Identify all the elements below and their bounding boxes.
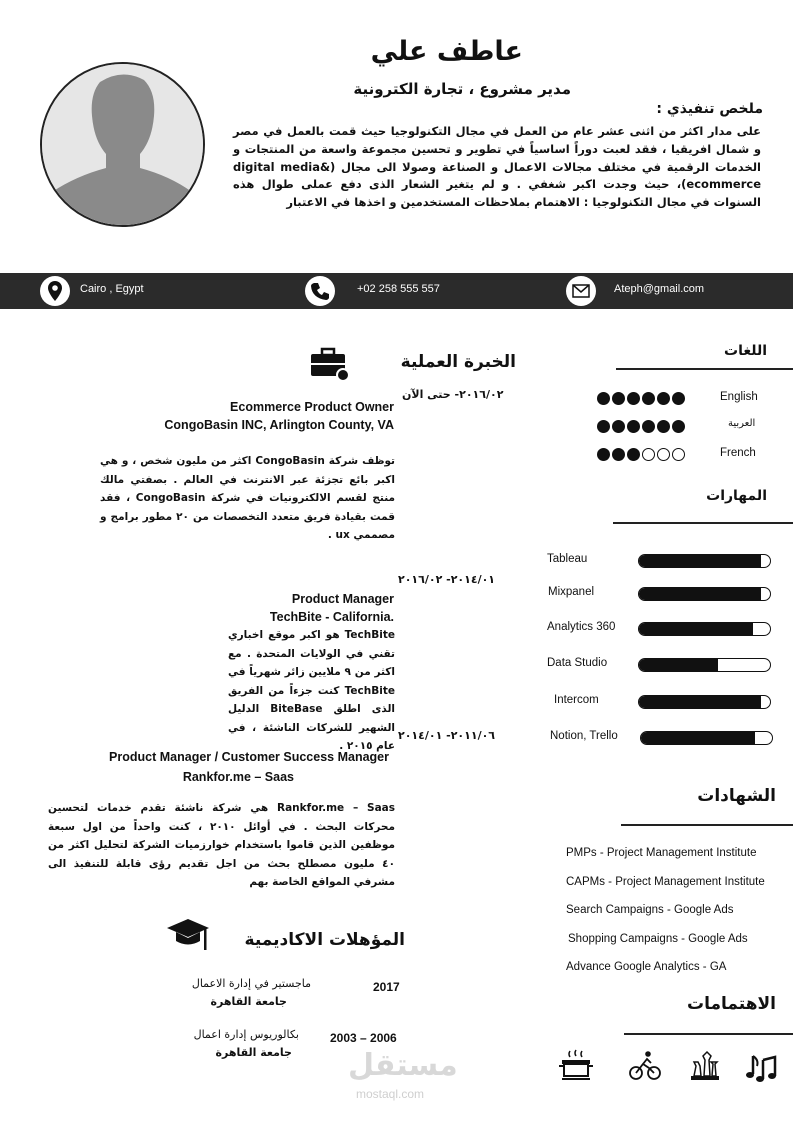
skill-bar (638, 622, 771, 636)
job-description: توظف شركة CongoBasin اكثر من مليون شخص ، و هي اكبر بائع تجزئة عبر الانترنت في العالم . بصفتي مالك منتج لقسم الالكترونيات في شركة CongoBasin ، فقد قمت بقيادة فريق متعدد التخصصات من ٢٠ مطور برامج و مصممي ux . (100, 455, 395, 541)
email-text: Ateph@gmail.com (614, 283, 705, 295)
skill-name: Intercom (554, 694, 599, 706)
cycling-icon (628, 1050, 662, 1086)
rating-dot (657, 420, 670, 433)
phone-text: +02 258 555 557 (357, 283, 440, 295)
avatar (40, 62, 205, 227)
rating-dot (642, 420, 655, 433)
education-year: 2003 – 2006 (330, 1031, 397, 1045)
experience-heading: الخبرة العملية (400, 352, 516, 372)
skill-name: Tableau (547, 553, 588, 565)
cooking-icon (558, 1048, 594, 1086)
skill-bar-fill (639, 623, 753, 635)
job-date: ٢٠١٤/٠١- ٢٠١٦/٠٢ (398, 573, 496, 586)
job-company: TechBite - California. (269, 610, 394, 624)
certificate-item: Advance Google Analytics - GA (566, 961, 727, 973)
divider (624, 1033, 793, 1035)
languages-heading: اللغات (724, 343, 767, 359)
skills-heading: المهارات (706, 488, 767, 504)
rating-dot (597, 420, 610, 433)
language-rating (597, 446, 687, 465)
skill-bar-fill (639, 555, 761, 567)
rating-dot (597, 448, 610, 461)
skill-bar-fill (641, 732, 755, 744)
education-degree: بكالوريوس إدارة اعمال (193, 1028, 299, 1041)
certificate-item: Search Campaigns - Google Ads (566, 904, 734, 916)
skill-bar-fill (639, 659, 718, 671)
rating-dot (672, 392, 685, 405)
watermark-logo: مستقل (348, 1048, 458, 1083)
skill-name: Mixpanel (548, 586, 595, 598)
watermark-url: mostaql.com (356, 1087, 425, 1101)
contact-bar (0, 273, 793, 309)
interests-heading: الاهتمامات (687, 994, 776, 1014)
skill-bar (638, 658, 771, 672)
education-degree: ماجستير في إدارة الاعمال (191, 977, 311, 990)
location-icon (40, 276, 70, 306)
job-role: Product Manager (291, 592, 394, 606)
job-date: ٢٠١٦/٠٢- حتى الآن (402, 388, 504, 401)
certificates-heading: الشهادات (697, 786, 776, 806)
phone-icon (305, 276, 335, 306)
certificate-item: CAPMs - Project Management Institute (566, 876, 765, 888)
job-description: TechBite هو اكبر موقع اخباري تقني في الولايات المتحدة . مع اكثر من ٩ ملايين زائر شهرياً في TechBite كنت جزءاً من الفريق الذى اطلق BiteBase الدليل الشهير للشركات الناشئة ، في عام ٢٠١٥ . (228, 629, 395, 752)
summary-heading: ملخص تنفيذي : (656, 101, 763, 117)
rating-dot (612, 392, 625, 405)
skill-name: Notion, Trello (550, 730, 618, 742)
job-role: Product Manager / Customer Success Manager (109, 750, 389, 764)
job-description: Rankfor.me – Saas هي شركة ناشئة تقدم خدمات لتحسين محركات البحث . في أوائل ٢٠١٠ ، كنت واحداً من اول سبعة موظفين الذين قاموا باستخدام خوارزميات الشركة لتحليل اكثر من ٤٠ مليون مصطلح بحث من اجل تقديم رؤى قابلة للتنفيذ الى مشرفي المواقع الخاصة بهم (48, 802, 395, 888)
job-company: Rankfor.me – Saas (182, 770, 294, 784)
skill-bar-fill (639, 588, 761, 600)
education-school: جامعة القاهرة (210, 995, 287, 1008)
education-school: جامعة القاهرة (215, 1046, 292, 1059)
rating-dot (612, 420, 625, 433)
skill-bar (638, 695, 771, 709)
music-icon (745, 1052, 779, 1088)
summary-text: على مدار اكثر من اثنى عشر عام من العمل في مجال التكنولوجيا حيث قمت بالعمل في مصر و شمال افريقيا ، فقد لعبت دوراً اساسياً في تطوير و تحسين مجموعة واسعة من المنتجات و الخدمات الرقمية في مختلف مجالات الاعمال و الصناعة وصولا الى مجال (digital media& ecommerce)، حيث وجدت اكبر شغفي . و لم يتغير الشعار الذى دفع عملى طوال هذه السنوات في مجال التكنولوجيا : الاهتمام بملاحظات المستخدمين و اخذها في الاعتبار (233, 124, 761, 210)
rating-dot (642, 392, 655, 405)
language-name: English (720, 391, 758, 403)
skill-name: Data Studio (547, 657, 608, 669)
rating-dot (627, 420, 640, 433)
rating-dot (672, 420, 685, 433)
certificate-item: Shopping Campaigns - Google Ads (568, 933, 748, 945)
location-text: Cairo , Egypt (80, 283, 144, 295)
job-title: مدير مشروع ، تجارة الكترونية (353, 80, 571, 98)
rating-dot (597, 392, 610, 405)
skill-name: Analytics 360 (547, 621, 616, 633)
language-name: French (720, 447, 756, 459)
language-rating (597, 390, 687, 409)
skill-bar (638, 587, 771, 601)
rating-dot (627, 392, 640, 405)
language-name: العربية (728, 418, 756, 429)
briefcase-icon (310, 346, 350, 386)
job-company: CongoBasin INC, Arlington County, VA (164, 418, 394, 432)
rating-dot (657, 448, 670, 461)
rating-dot (627, 448, 640, 461)
skill-bar (640, 731, 773, 745)
divider (616, 368, 793, 370)
job-role: Ecommerce Product Owner (230, 400, 394, 414)
job-date: ٢٠١١/٠٦- ٢٠١٤/٠١ (398, 729, 496, 742)
skill-bar (638, 554, 771, 568)
education-year: 2017 (373, 980, 400, 994)
language-rating (597, 418, 687, 437)
person-name: عاطف علي (370, 36, 523, 67)
person-silhouette-icon (42, 64, 203, 225)
chess-icon (688, 1050, 722, 1086)
certificate-item: PMPs - Project Management Institute (566, 847, 757, 859)
rating-dot (612, 448, 625, 461)
rating-dot (657, 392, 670, 405)
skill-bar-fill (639, 696, 761, 708)
rating-dot (642, 448, 655, 461)
email-icon (566, 276, 596, 306)
divider (613, 522, 793, 524)
graduation-cap-icon (166, 917, 210, 957)
divider (621, 824, 793, 826)
rating-dot (672, 448, 685, 461)
education-heading: المؤهلات الاكاديمية (244, 930, 405, 950)
